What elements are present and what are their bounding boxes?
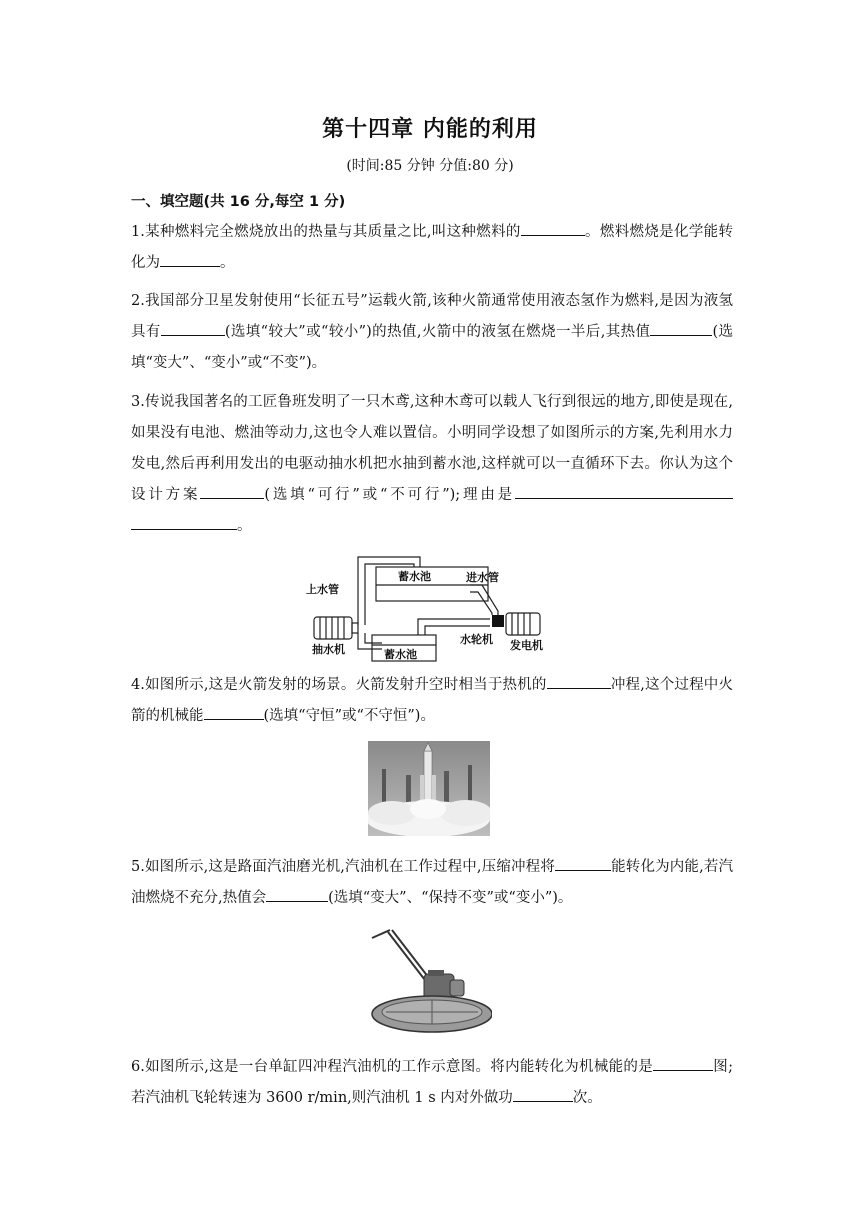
answer-blank[interactable] [266,887,328,902]
question-text: 冲程,这个过程中火箭的机械能 [131,677,733,724]
question-text: 5.如图所示,这是路面汽油磨光机,汽油机在工作过程中,压缩冲程将 [131,859,555,875]
question-text: (选填“守恒”或“不守恒”)。 [263,708,435,724]
answer-blank[interactable] [513,1087,573,1102]
page-title: 第十四章 内能的利用 [322,117,538,142]
answer-blank[interactable] [547,674,611,689]
power-trowel-photo [366,926,492,1040]
label-upper-tank: 蓄水池 [398,570,431,583]
question-4 [131,670,733,732]
exam-info: (时间:85 分钟 分值:80 分) [346,158,514,174]
section-heading: 一、填空题(共 16 分,每空 1 分) [131,194,346,210]
question-text: 3.传说我国著名的工匠鲁班发明了一只木鸢,这种木鸢可以载人飞行到很远的地方,即使是现在,如果没有电池、燃油等动力,这也令人难以置信。小明同学设想了如图所示的方案,先利用水力发电,然后再利用发出的电驱动抽水机把水抽到蓄水池,这样就可以一直循环下去。你认为这个设计方案 [131,394,733,503]
question-text: 6.如图所示,这是一台单缸四冲程汽油机的工作示意图。将内能转化为机械能的是 [131,1059,654,1075]
answer-blank[interactable] [653,1056,713,1071]
question-text: 。 [220,255,235,271]
question-text: 1.某种燃料完全燃烧放出的热量与其质量之比,叫这种燃料的 [131,224,521,240]
answer-blank[interactable] [515,484,733,499]
label-lower-tank: 蓄水池 [384,648,417,661]
question-2 [131,286,733,379]
water-cycle-diagram [300,553,560,665]
label-pump: 抽水机 [312,643,345,656]
answer-blank[interactable] [521,221,585,236]
question-text: 。燃料燃烧是化学能转化为 [131,224,733,271]
label-inlet-pipe: 进水管 [466,571,499,584]
answer-blank[interactable] [160,252,220,267]
answer-blank[interactable] [650,321,712,336]
answer-blank[interactable] [200,484,264,499]
answer-blank[interactable] [131,515,237,530]
label-turbine: 水轮机 [460,633,493,646]
question-text: (选填“较大”或“较小”)的热值,火箭中的液氢在燃烧一半后,其热值 [224,324,651,340]
answer-blank[interactable] [204,705,264,720]
label-generator: 发电机 [510,639,543,652]
question-3 [131,387,733,542]
question-1 [131,217,733,279]
question-text: 图;若汽油机飞轮转速为 3600 r/min,则汽油机 1 s 内对外做功 [131,1059,733,1106]
question-text: 2.我国部分卫星发射使用“长征五号”运载火箭,该种火箭通常使用液态氢作为燃料,是因为液氢具有 [131,293,733,340]
label-upper-pipe: 上水管 [306,583,339,596]
question-text: (选填“变大”、“变小”或“不变”)。 [131,324,733,371]
answer-blank[interactable] [161,321,225,336]
turbine-block [492,615,504,627]
question-text: 能转化为内能,若汽油燃烧不充分,热值会 [131,859,733,906]
question-text: 。 [237,518,252,534]
question-text: (选填“可行”或“不可行”);理由是 [264,487,515,503]
question-text: (选填“变大”、“保持不变”或“变小”)。 [328,890,573,906]
question-5 [131,852,733,914]
rocket-launch-photo [368,741,490,836]
question-6 [131,1052,733,1114]
answer-blank[interactable] [555,856,611,871]
question-text: 次。 [572,1090,602,1106]
question-text: 4.如图所示,这是火箭发射的场景。火箭发射升空时相当于热机的 [131,677,547,693]
